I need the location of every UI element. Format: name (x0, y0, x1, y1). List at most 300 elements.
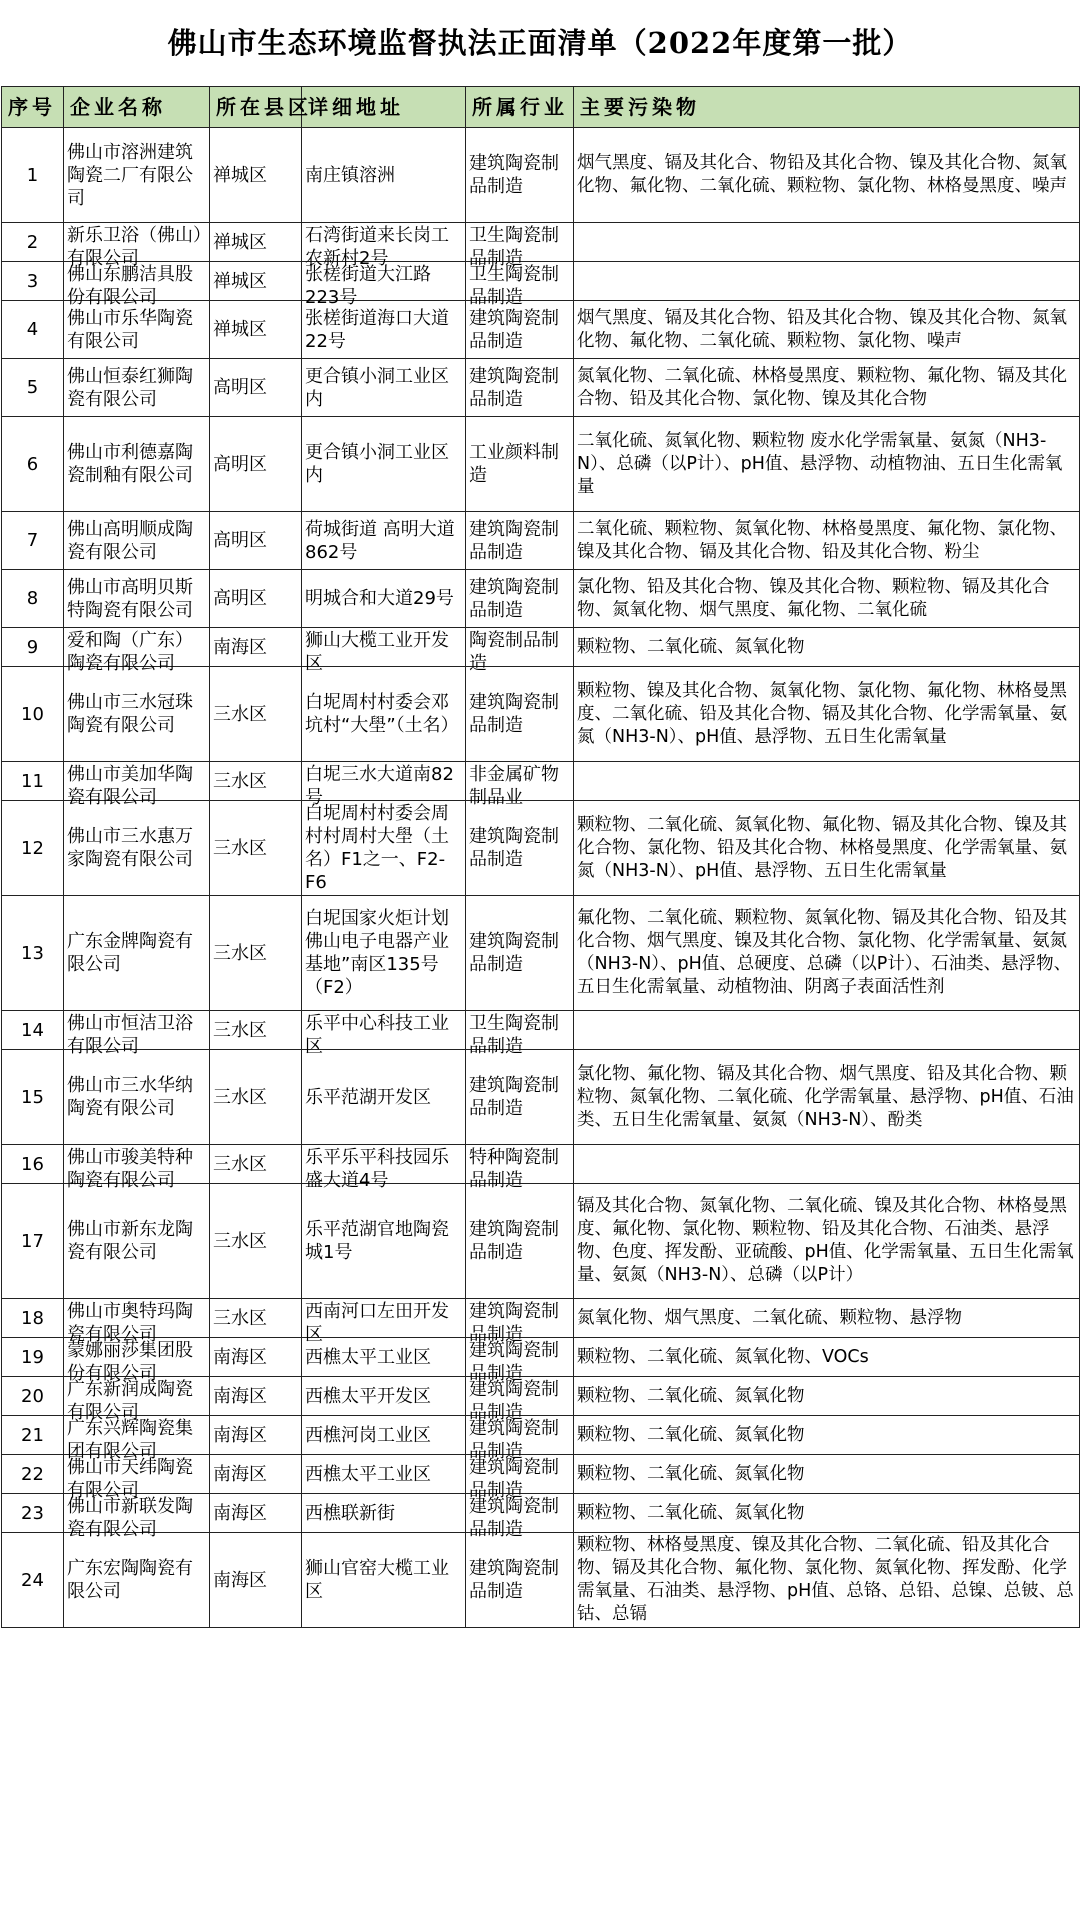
pollutants-cell (574, 1338, 1080, 1377)
pollutants: 二氧化硫、颗粒物、氮氧化物、林格曼黑度、氟化物、氯化物、镍及其化合物、镉及其化合物、铅及其化合物、粉尘 (577, 518, 1067, 562)
row-number: 20 (21, 1385, 44, 1407)
table-row (2, 262, 1080, 301)
table-row (2, 762, 1080, 801)
row-number: 5 (26, 377, 39, 398)
company-name: 佛山市骏美特种陶瓷有限公司 (67, 1146, 193, 1191)
company-name: 佛山恒泰红狮陶瓷有限公司 (67, 365, 193, 410)
row-number-cell (2, 417, 64, 512)
district: 禅城区 (213, 164, 267, 186)
row-number-cell (2, 1299, 64, 1338)
district: 南海区 (213, 1385, 267, 1407)
industry: 建筑陶瓷制品制造 (469, 153, 559, 197)
row-number: 9 (26, 636, 39, 658)
company-name-cell (64, 628, 210, 674)
address: 荷城街道 高明大道862号 (305, 518, 455, 563)
address-cell (302, 262, 466, 308)
district: 三水区 (213, 1019, 267, 1041)
pollutants: 氟化物、二氧化硫、颗粒物、氮氧化物、镉及其化合物、铅及其化合物、烟气黑度、镍及其化合物、氯化物、化学需氧量、氨氮（NH3-N）、pH值、总硬度、总磷（以P计）、石油类、悬浮物、五日生化需氧量、动植物油、阴离子表面活性剂 (577, 908, 1072, 997)
address-cell (302, 667, 466, 762)
district-cell (210, 1184, 302, 1299)
row-number-cell (2, 628, 64, 667)
industry: 建筑陶瓷制品制造 (469, 1300, 559, 1345)
pollutants-cell (574, 1050, 1080, 1145)
industry: 建筑陶瓷制品制造 (469, 1558, 559, 1602)
industry-cell (466, 896, 574, 1011)
pollutants: 氯化物、氟化物、镉及其化合物、烟气黑度、铅及其化合物、颗粒物、氮氧化物、二氧化硫、化学需氧量、悬浮物、pH值、石油类、五日生化需氧量、氨氮（NH3-N）、酚类 (577, 1063, 1074, 1130)
district-cell (210, 1299, 302, 1338)
district-cell (210, 1455, 302, 1494)
industry: 建筑陶瓷制品制造 (469, 1456, 559, 1501)
industry: 建筑陶瓷制品制造 (469, 1378, 559, 1423)
address: 乐平范湖开发区 (305, 1086, 431, 1108)
industry: 建筑陶瓷制品制造 (469, 1075, 559, 1119)
district-cell (210, 762, 302, 801)
table-row (2, 628, 1080, 667)
company-name-cell (64, 223, 210, 269)
company-name: 佛山市乐华陶瓷有限公司 (67, 307, 193, 352)
row-number-cell (2, 1011, 64, 1050)
industry: 工业颜料制造 (469, 442, 559, 486)
pollutants-cell (574, 128, 1080, 223)
row-number: 11 (21, 770, 44, 792)
pollutants-cell (574, 417, 1080, 512)
district: 南海区 (213, 1424, 267, 1446)
district: 三水区 (213, 1153, 267, 1175)
row-number-cell (2, 762, 64, 801)
industry-cell (466, 1145, 574, 1191)
row-number: 1 (26, 164, 39, 186)
pollutants: 颗粒物、镍及其化合物、氮氧化物、氯化物、氟化物、林格曼黑度、二氧化硫、铅及其化合物、镉及其化合物、化学需氧量、氨氮（NH3-N）、pH值、悬浮物、五日生化需氧量 (577, 680, 1067, 747)
company-name: 爱和陶（广东）陶瓷有限公司 (67, 629, 193, 674)
row-number: 8 (26, 588, 39, 609)
address-cell (302, 1338, 466, 1377)
row-number-cell (2, 512, 64, 570)
pollutants-cell (574, 512, 1080, 570)
industry-cell (466, 1011, 574, 1057)
address: 更合镇小洞工业区内 (305, 442, 449, 486)
pollutants: 氯化物、铅及其化合物、镍及其化合物、颗粒物、镉及其化合物、氮氧化物、烟气黑度、氟化物、二氧化硫 (577, 576, 1050, 620)
pollutants: 颗粒物、二氧化硫、氮氧化物 (577, 636, 805, 657)
table-row (2, 417, 1080, 512)
district-cell (210, 1416, 302, 1455)
district: 三水区 (213, 942, 267, 964)
pollutants: 颗粒物、二氧化硫、氮氧化物 (577, 1463, 805, 1484)
table-row (2, 1533, 1080, 1628)
row-number: 18 (21, 1307, 44, 1329)
pollutants-cell (574, 223, 1080, 262)
district: 南海区 (213, 1346, 267, 1368)
pollutants: 颗粒物、林格曼黑度、镍及其化合物、二氧化硫、铅及其化合物、镉及其化合物、氟化物、氯化物、氮氧化物、挥发酚、化学需氧量、石油类、悬浮物、pH值、总铬、总铅、总镍、总铍、总钴、总镉 (577, 1535, 1074, 1624)
district-cell (210, 417, 302, 512)
industry-cell (466, 570, 574, 628)
company-name: 佛山市利德嘉陶瓷制釉有限公司 (67, 442, 193, 486)
address: 西樵太平工业区 (305, 1463, 431, 1485)
row-number-cell (2, 801, 64, 896)
district: 禅城区 (213, 270, 267, 292)
district-cell (210, 1145, 302, 1184)
district: 禅城区 (213, 231, 267, 253)
pollutants-cell (574, 570, 1080, 628)
row-number: 15 (21, 1086, 44, 1108)
pollutants: 氮氧化物、烟气黑度、二氧化硫、颗粒物、悬浮物 (577, 1307, 962, 1328)
company-name: 佛山市高明贝斯特陶瓷有限公司 (67, 576, 193, 621)
row-number-cell (2, 1455, 64, 1494)
pollutants: 二氧化硫、氮氧化物、颗粒物 废水化学需氧量、氨氮（NH3-N）、总磷（以P计）、pH值、悬浮物、动植物油、五日生化需氧量 (577, 430, 1063, 497)
company-name-cell (64, 1533, 210, 1628)
address-cell (302, 1494, 466, 1533)
pollutants: 颗粒物、二氧化硫、氮氧化物 (577, 1502, 805, 1523)
pollutants: 烟气黑度、镉及其化合物、铅及其化合物、镍及其化合物、氮氧化物、氟化物、二氧化硫、颗粒物、氯化物、噪声 (577, 307, 1067, 351)
industry: 建筑陶瓷制品制造 (469, 692, 559, 736)
pollutants: 颗粒物、二氧化硫、氮氧化物、VOCs (577, 1346, 869, 1367)
company-name: 广东金牌陶瓷有限公司 (67, 931, 193, 975)
row-number-cell (2, 128, 64, 223)
table-row (2, 1416, 1080, 1455)
header-company: 企业名称 (64, 87, 210, 128)
district-cell (210, 359, 302, 417)
district: 禅城区 (213, 319, 267, 340)
district-cell (210, 667, 302, 762)
row-number-cell (2, 1184, 64, 1299)
company-name-cell (64, 1455, 210, 1501)
company-name-cell (64, 301, 210, 359)
district-cell (210, 896, 302, 1011)
district: 三水区 (213, 1230, 267, 1252)
table-row (2, 1011, 1080, 1050)
company-name-cell (64, 1494, 210, 1540)
industry: 卫生陶瓷制品制造 (469, 1012, 559, 1057)
address: 乐平乐平科技园乐盛大道4号 (305, 1146, 449, 1191)
row-number: 10 (21, 703, 44, 725)
address: 白坭国家火炬计划佛山电子电器产业基地”南区135号（F2） (305, 908, 449, 998)
company-name: 佛山市恒洁卫浴有限公司 (67, 1012, 193, 1057)
row-number: 24 (21, 1569, 44, 1591)
company-name: 广东宏陶陶瓷有限公司 (67, 1558, 193, 1602)
row-number: 23 (21, 1502, 44, 1524)
header-industry: 所属行业 (466, 87, 574, 128)
row-number-cell (2, 1338, 64, 1377)
address-cell (302, 417, 466, 512)
address: 西樵联新街 (305, 1502, 395, 1524)
pollutants-cell (574, 1377, 1080, 1416)
table-row (2, 512, 1080, 570)
company-name-cell (64, 1011, 210, 1057)
company-name-cell (64, 1299, 210, 1345)
address: 更合镇小洞工业区内 (305, 365, 449, 410)
pollutants-cell (574, 667, 1080, 762)
pollutants-cell (574, 1011, 1080, 1050)
company-name-cell (64, 1145, 210, 1191)
row-number: 21 (21, 1424, 44, 1446)
company-name-cell (64, 512, 210, 570)
address-cell (302, 1377, 466, 1416)
industry: 建筑陶瓷制品制造 (469, 931, 559, 975)
row-number: 6 (26, 453, 39, 475)
address-cell (302, 301, 466, 359)
row-number: 14 (21, 1019, 44, 1041)
company-name-cell (64, 896, 210, 1011)
address: 白坭周村村委会邓坑村“大壆”（土名） (305, 692, 459, 736)
industry: 陶瓷制品制造 (469, 629, 559, 674)
address-cell (302, 896, 466, 1011)
address: 乐平范湖官地陶瓷城1号 (305, 1219, 449, 1263)
industry-cell (466, 628, 574, 674)
industry: 建筑陶瓷制品制造 (469, 576, 559, 621)
address-cell (302, 570, 466, 628)
pollutants-cell (574, 628, 1080, 667)
pollutants-cell (574, 762, 1080, 801)
address: 西樵太平开发区 (305, 1385, 431, 1407)
pollutants-cell (574, 262, 1080, 301)
industry: 建筑陶瓷制品制造 (469, 1495, 559, 1540)
district-cell (210, 570, 302, 628)
district-cell (210, 1338, 302, 1377)
company-name: 佛山高明顺成陶瓷有限公司 (67, 518, 193, 563)
company-name: 佛山东鹏洁具股份有限公司 (67, 263, 193, 308)
row-number-cell (2, 667, 64, 762)
company-name: 佛山市新联发陶瓷有限公司 (67, 1495, 193, 1540)
company-name-cell (64, 1416, 210, 1462)
address: 白坭周村村委会周村村周村大壆（土名）F1之一、F2-F6 (305, 803, 449, 893)
district-cell (210, 128, 302, 223)
industry-cell (466, 1494, 574, 1540)
industry-cell (466, 128, 574, 223)
address: 白坭三水大道南82号 (305, 763, 454, 808)
table-row (2, 301, 1080, 359)
row-number-cell (2, 1533, 64, 1628)
industry-cell (466, 301, 574, 359)
row-number-cell (2, 1416, 64, 1455)
table-row (2, 1377, 1080, 1416)
row-number-cell (2, 1050, 64, 1145)
company-name-cell (64, 1184, 210, 1299)
company-name-cell (64, 570, 210, 628)
address-cell (302, 628, 466, 674)
pollutants-cell (574, 1533, 1080, 1628)
address-cell (302, 359, 466, 417)
row-number: 12 (21, 837, 44, 859)
company-name-cell (64, 262, 210, 308)
address: 西南河口左田开发区 (305, 1300, 449, 1345)
row-number: 4 (26, 319, 39, 340)
address: 乐平中心科技工业区 (305, 1012, 449, 1057)
address-cell (302, 128, 466, 223)
row-number-cell (2, 1377, 64, 1416)
pollutants-cell (574, 1184, 1080, 1299)
district: 南海区 (213, 1463, 267, 1485)
address-cell (302, 512, 466, 570)
company-name: 佛山市奥特玛陶瓷有限公司 (67, 1300, 193, 1345)
address-cell (302, 1050, 466, 1145)
row-number: 22 (21, 1463, 44, 1485)
address: 西樵河岗工业区 (305, 1424, 431, 1446)
address: 西樵太平工业区 (305, 1346, 431, 1368)
company-name-cell (64, 667, 210, 762)
pollutants: 颗粒物、二氧化硫、氮氧化物 (577, 1424, 805, 1445)
pollutants: 镉及其化合物、氮氧化物、二氧化硫、镍及其化合物、林格曼黑度、氟化物、氯化物、颗粒物、铅及其化合物、石油类、悬浮物、色度、挥发酚、亚硫酸、pH值、化学需氧量、五日生化需氧量、氨氮（NH3-N）、总磷（以P计） (577, 1196, 1074, 1285)
company-name-cell (64, 1338, 210, 1384)
table-row (2, 1050, 1080, 1145)
address-cell (302, 1533, 466, 1628)
company-name: 新乐卫浴（佛山）有限公司 (67, 224, 202, 269)
table-row (2, 223, 1080, 262)
company-name: 佛山市三水惠万家陶瓷有限公司 (67, 826, 193, 870)
table-row (2, 1299, 1080, 1338)
industry-cell (466, 1455, 574, 1501)
company-name: 佛山市溶洲建筑陶瓷二厂有限公司 (67, 141, 193, 209)
district: 南海区 (213, 1502, 267, 1524)
company-name: 广东新润成陶瓷有限公司 (67, 1378, 193, 1423)
company-name: 广东兴辉陶瓷集团有限公司 (67, 1417, 193, 1462)
company-name: 佛山市三水冠珠陶瓷有限公司 (67, 692, 193, 736)
header-pollutants: 主要污染物 (574, 87, 1080, 128)
district: 南海区 (213, 636, 267, 658)
district: 三水区 (213, 837, 267, 859)
company-name-cell (64, 359, 210, 417)
row-number: 3 (26, 270, 39, 292)
row-number-cell (2, 570, 64, 628)
district: 三水区 (213, 1307, 267, 1329)
industry: 建筑陶瓷制品制造 (469, 1339, 559, 1384)
company-name: 佛山市美加华陶瓷有限公司 (67, 763, 193, 808)
pollutants-cell (574, 1299, 1080, 1338)
industry-cell (466, 512, 574, 570)
industry: 建筑陶瓷制品制造 (469, 1417, 559, 1462)
industry-cell (466, 223, 574, 269)
row-number: 16 (21, 1153, 44, 1175)
row-number-cell (2, 1145, 64, 1184)
address: 张槎街道大江路223号 (305, 263, 431, 308)
document-title: 佛山市生态环境监督执法正面清单（2022年度第一批） (167, 26, 913, 60)
address-cell (302, 1416, 466, 1455)
company-name-cell (64, 128, 210, 223)
enterprise-table (1, 86, 1080, 1628)
district: 三水区 (213, 770, 267, 792)
address-cell (302, 1455, 466, 1494)
district-cell (210, 1377, 302, 1416)
district: 三水区 (213, 1086, 267, 1108)
row-number-cell (2, 359, 64, 417)
company-name-cell (64, 417, 210, 512)
company-name: 佛山市新东龙陶瓷有限公司 (67, 1219, 193, 1263)
header-address: 详细地址 (302, 87, 466, 128)
address-cell (302, 801, 466, 896)
address: 明城合和大道29号 (305, 588, 454, 609)
company-name: 佛山市三水华纳陶瓷有限公司 (67, 1075, 193, 1119)
table-row (2, 1184, 1080, 1299)
company-name-cell (64, 762, 210, 808)
header-no: 序号 (2, 87, 64, 128)
row-number: 7 (26, 530, 39, 551)
industry: 建筑陶瓷制品制造 (469, 1219, 559, 1263)
district-cell (210, 262, 302, 301)
industry-cell (466, 1050, 574, 1145)
address-cell (302, 223, 466, 269)
district-cell (210, 301, 302, 359)
header-district: 所在县区 (210, 87, 302, 128)
pollutants: 烟气黑度、镉及其化合、物铅及其化合物、镍及其化合物、氮氧化物、氟化物、二氧化硫、颗粒物、氯化物、林格曼黑度、噪声 (577, 153, 1067, 196)
district: 南海区 (213, 1569, 267, 1591)
industry-cell (466, 1184, 574, 1299)
address-cell (302, 1184, 466, 1299)
industry-cell (466, 1377, 574, 1423)
table-row (2, 896, 1080, 1011)
address-cell (302, 1011, 466, 1057)
district-cell (210, 1533, 302, 1628)
district: 高明区 (213, 377, 267, 398)
industry-cell (466, 801, 574, 896)
table-row (2, 801, 1080, 896)
industry: 建筑陶瓷制品制造 (469, 826, 559, 870)
pollutants: 颗粒物、二氧化硫、氮氧化物 (577, 1385, 805, 1406)
industry-cell (466, 262, 574, 308)
district: 三水区 (213, 703, 267, 725)
pollutants-cell (574, 359, 1080, 417)
pollutants-cell (574, 801, 1080, 896)
table-header-row (2, 87, 1080, 128)
row-number-cell (2, 301, 64, 359)
pollutants: 氮氧化物、二氧化硫、林格曼黑度、颗粒物、氟化物、镉及其化合物、铅及其化合物、氯化物、镍及其化合物 (577, 365, 1067, 409)
industry: 建筑陶瓷制品制造 (469, 365, 559, 410)
district-cell (210, 628, 302, 667)
table-row (2, 570, 1080, 628)
company-name: 蒙娜丽莎集团股份有限公司 (67, 1339, 193, 1384)
table-row (2, 359, 1080, 417)
industry: 特种陶瓷制品制造 (469, 1146, 559, 1191)
industry-cell (466, 762, 574, 808)
row-number: 17 (21, 1230, 44, 1252)
industry-cell (466, 1338, 574, 1384)
row-number-cell (2, 223, 64, 262)
industry: 卫生陶瓷制品制造 (469, 224, 559, 269)
table-row (2, 1494, 1080, 1533)
company-name: 佛山市天纬陶瓷有限公司 (67, 1456, 193, 1501)
table-row (2, 1145, 1080, 1184)
district-cell (210, 1011, 302, 1050)
row-number-cell (2, 896, 64, 1011)
district-cell (210, 1050, 302, 1145)
pollutants-cell (574, 1494, 1080, 1533)
district-cell (210, 1494, 302, 1533)
district: 高明区 (213, 588, 267, 609)
address: 石湾街道来长岗工农新村2号 (305, 224, 449, 269)
industry-cell (466, 359, 574, 417)
industry-cell (466, 1299, 574, 1345)
pollutants-cell (574, 896, 1080, 1011)
row-number: 13 (21, 942, 44, 964)
industry-cell (466, 1416, 574, 1462)
company-name-cell (64, 1050, 210, 1145)
company-name-cell (64, 801, 210, 896)
industry: 卫生陶瓷制品制造 (469, 263, 559, 308)
pollutants-cell (574, 1416, 1080, 1455)
industry: 建筑陶瓷制品制造 (469, 518, 559, 563)
district-cell (210, 512, 302, 570)
row-number: 2 (26, 231, 39, 253)
table-row (2, 1455, 1080, 1494)
industry: 建筑陶瓷制品制造 (469, 307, 559, 352)
address: 狮山大榄工业开发区 (305, 629, 449, 674)
address-cell (302, 762, 466, 808)
row-number: 19 (21, 1346, 44, 1368)
pollutants: 颗粒物、二氧化硫、氮氧化物、氟化物、镉及其化合物、镍及其化合物、氯化物、铅及其化合物、林格曼黑度、化学需氧量、氨氮（NH3-N）、pH值、悬浮物、五日生化需氧量 (577, 814, 1067, 881)
row-number-cell (2, 1494, 64, 1533)
district-cell (210, 801, 302, 896)
district: 高明区 (213, 530, 267, 551)
industry-cell (466, 667, 574, 762)
industry-cell (466, 417, 574, 512)
industry: 非金属矿物制品业 (469, 763, 559, 808)
